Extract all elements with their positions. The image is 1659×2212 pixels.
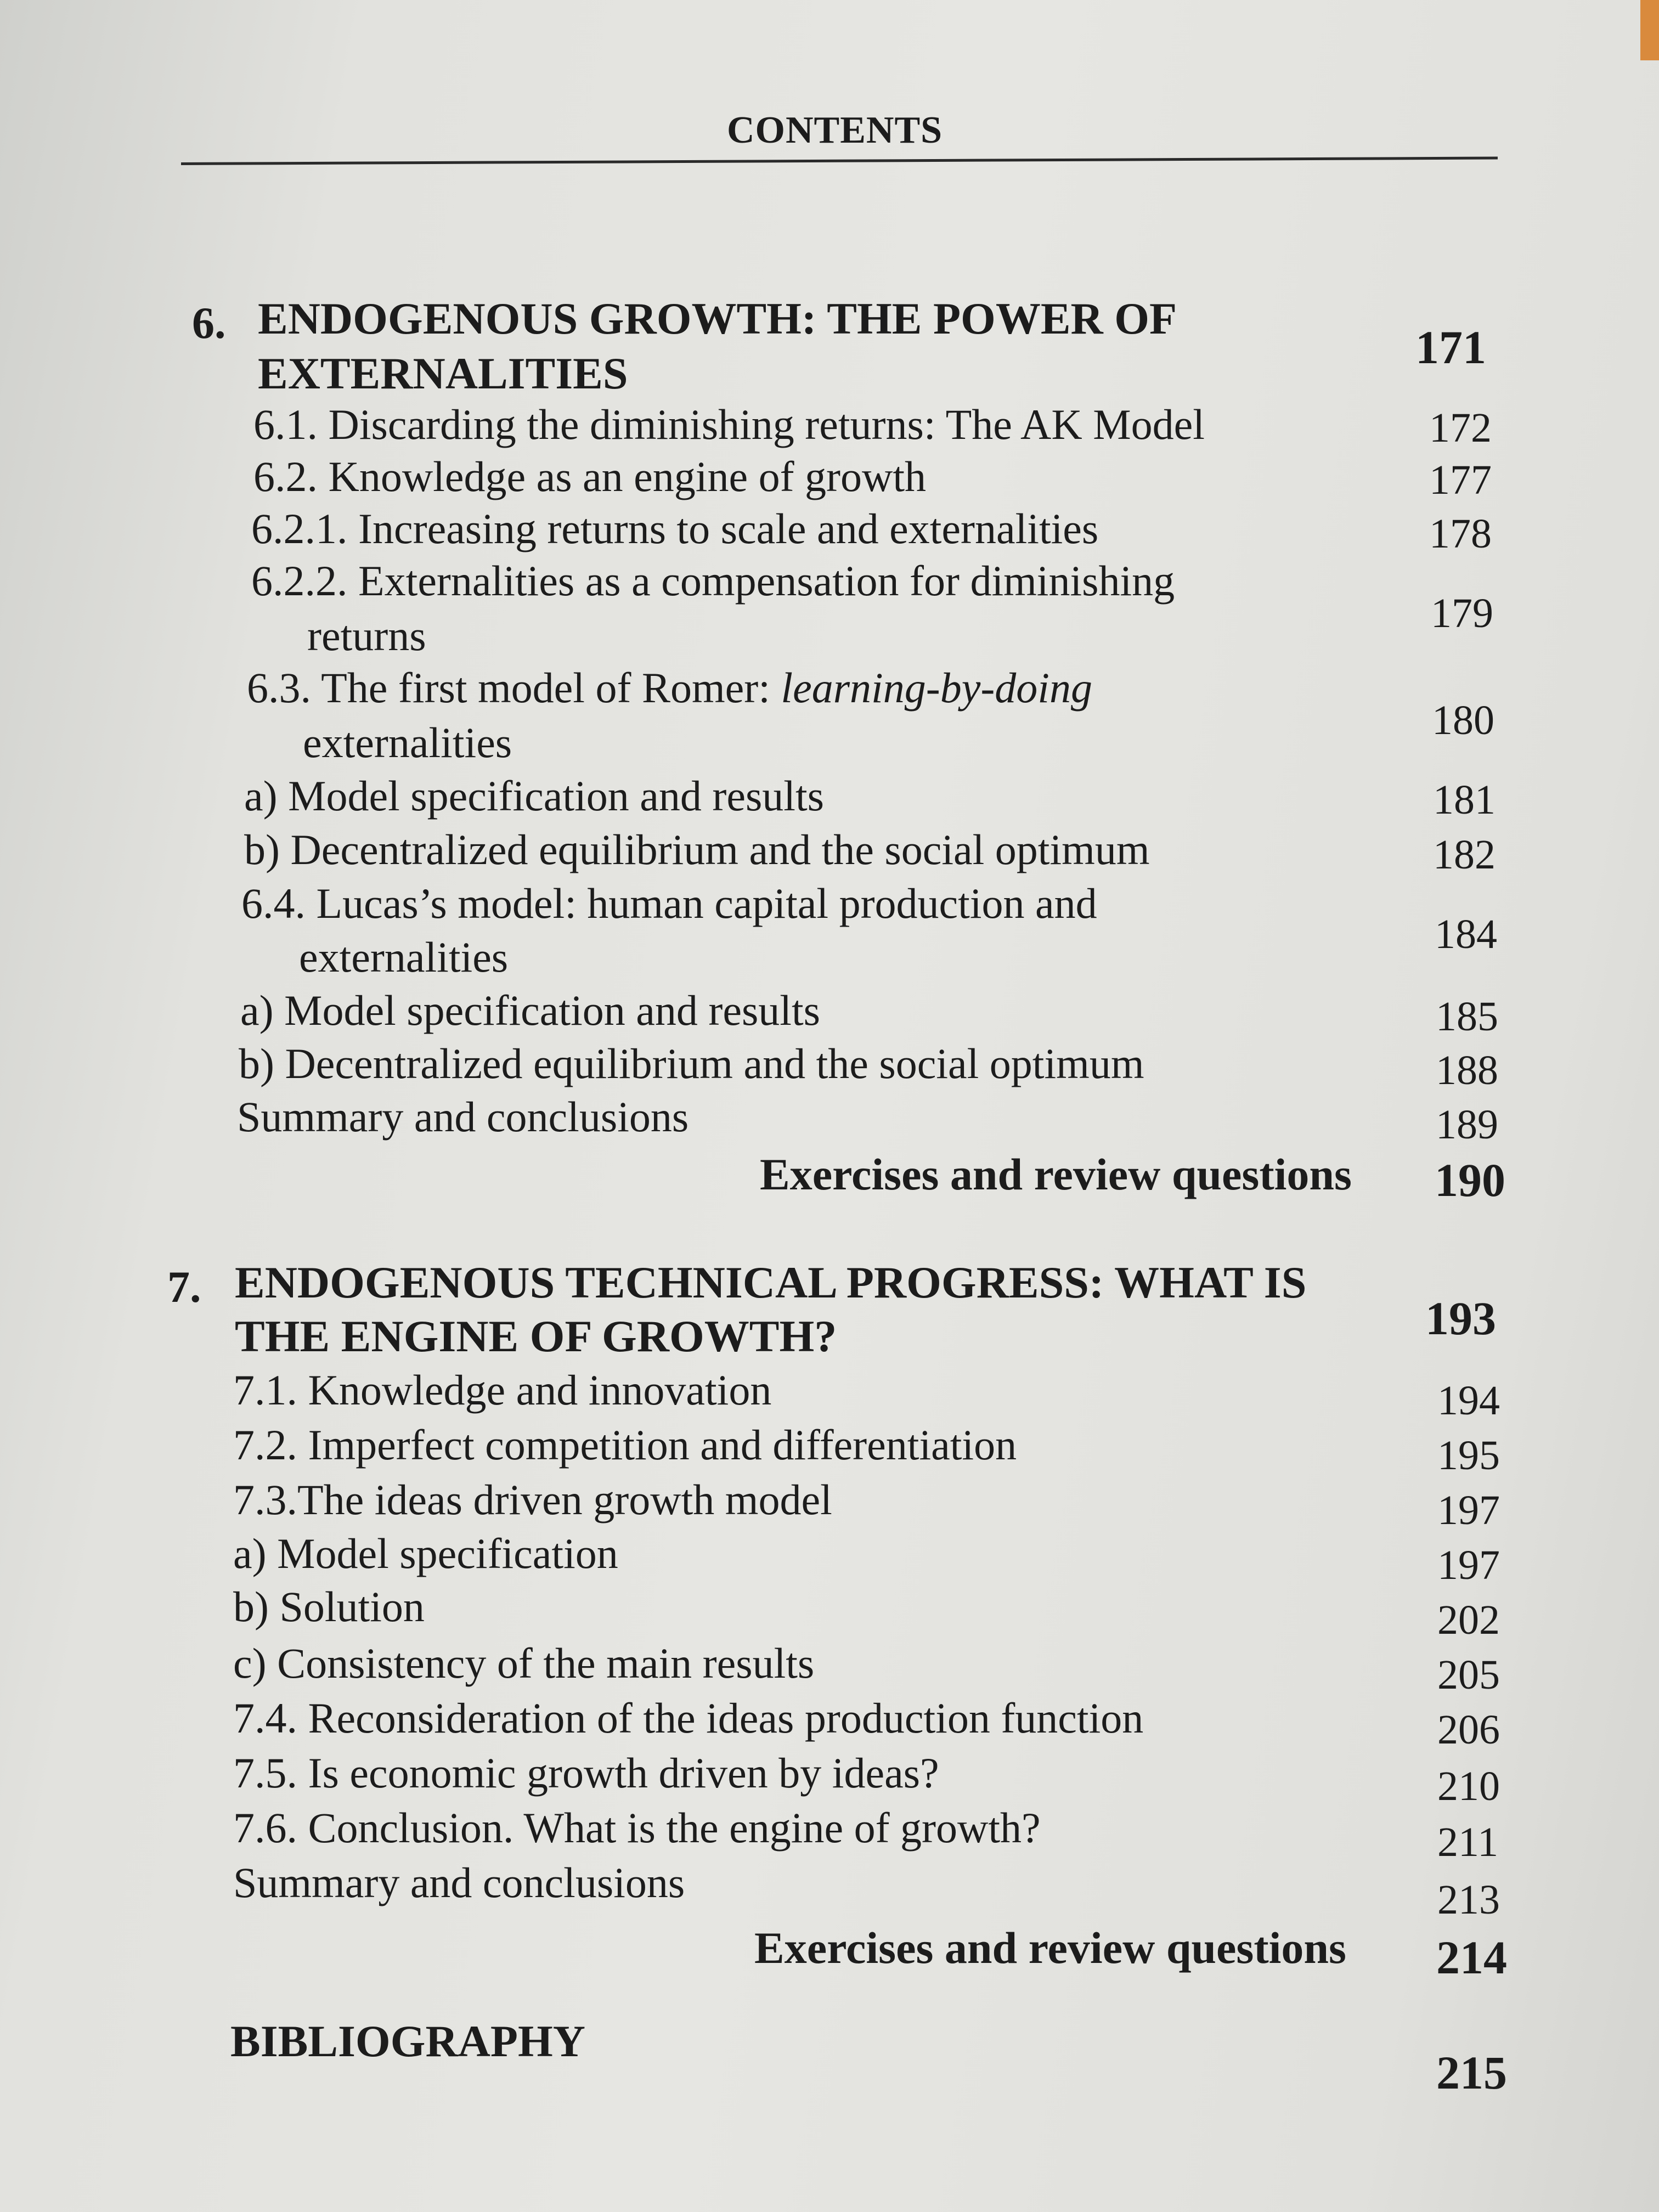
- toc-entry-7-3-a: a) Model specification: [233, 1530, 618, 1577]
- toc-page-6-3: 180: [1432, 697, 1494, 743]
- toc-entry-6-summary: Summary and conclusions: [237, 1093, 689, 1141]
- chapter-6-page: 171: [1415, 321, 1486, 374]
- toc-entry-6-3-italic: learning-by-doing: [781, 664, 1092, 712]
- toc-page-6-3-b: 182: [1433, 832, 1496, 878]
- toc-page-6-2-2: 179: [1431, 590, 1493, 636]
- chapter-7-title-line1: ENDOGENOUS TECHNICAL PROGRESS: WHAT IS: [235, 1257, 1307, 1307]
- toc-page-6-4: 184: [1435, 911, 1497, 957]
- toc-page-7-exercises: 214: [1436, 1931, 1507, 1984]
- toc-entry-6-2-2-cont: returns: [307, 612, 426, 659]
- toc-page-7-3-a: 197: [1437, 1542, 1500, 1588]
- chapter-6-number: 6.: [192, 298, 226, 348]
- toc-page-6-4-a: 185: [1436, 994, 1498, 1040]
- toc-page-7-2: 195: [1437, 1432, 1500, 1479]
- toc-entry-7-3-b: b) Solution: [233, 1583, 425, 1630]
- chapter-7-title-line2: THE ENGINE OF GROWTH?: [235, 1311, 837, 1361]
- toc-page-7-1: 194: [1437, 1378, 1500, 1424]
- toc-page-6-2-1: 178: [1429, 511, 1492, 557]
- page-header-title: CONTENTS: [727, 109, 943, 151]
- toc-page-6-1: 172: [1429, 405, 1492, 451]
- toc-page-6-2: 177: [1429, 457, 1492, 503]
- toc-entry-6-3-b: b) Decentralized equilibrium and the social optimum: [244, 826, 1150, 873]
- toc-page-7-5: 210: [1437, 1763, 1500, 1809]
- toc-entry-7-3: 7.3.The ideas driven growth model: [233, 1476, 832, 1523]
- toc-entry-7-2: 7.2. Imperfect competition and differentiation: [233, 1421, 1017, 1469]
- toc-entry-7-3-c: c) Consistency of the main results: [233, 1639, 815, 1687]
- toc-entry-7-5: 7.5. Is economic growth driven by ideas?: [233, 1749, 939, 1797]
- header-rule: [181, 157, 1498, 165]
- toc-page-7-3-b: 202: [1437, 1597, 1500, 1643]
- toc-entry-6-4-cont: externalities: [299, 933, 509, 981]
- toc-page-6-exercises: 190: [1435, 1154, 1505, 1206]
- toc-entry-6-2: 6.2. Knowledge as an engine of growth: [253, 453, 927, 500]
- toc-entry-6-3-a: a) Model specification and results: [244, 772, 824, 820]
- toc-entry-7-6: 7.6. Conclusion. What is the engine of growth?: [233, 1804, 1041, 1852]
- toc-entry-7-4: 7.4. Reconsideration of the ideas production function: [233, 1694, 1144, 1742]
- chapter-6-title-line2: EXTERNALITIES: [258, 348, 628, 398]
- bibliography-title: BIBLIOGRAPHY: [230, 2016, 585, 2066]
- toc-page-6-summary: 189: [1436, 1102, 1498, 1148]
- toc-page-7-summary: 213: [1437, 1877, 1500, 1923]
- chapter-7-number: 7.: [167, 1262, 201, 1312]
- toc-entry-7-exercises: Exercises and review questions: [754, 1923, 1346, 1973]
- toc-entry-6-2-2: 6.2.2. Externalities as a compensation for diminishing: [251, 557, 1175, 605]
- toc-entry-6-3-text: 6.3. The first model of Romer:: [247, 664, 781, 712]
- toc-page-6-3-a: 181: [1433, 777, 1496, 823]
- chapter-7-page: 193: [1425, 1292, 1496, 1345]
- toc-entry-6-3: [247, 664, 1092, 712]
- toc-page-7-3: 197: [1437, 1487, 1500, 1533]
- toc-entry-6-4-b: b) Decentralized equilibrium and the social optimum: [239, 1040, 1144, 1087]
- toc-entry-6-exercises: Exercises and review questions: [760, 1149, 1352, 1199]
- chapter-6-title-line1: ENDOGENOUS GROWTH: THE POWER OF: [258, 294, 1177, 343]
- toc-entry-6-1: 6.1. Discarding the diminishing returns: The AK Model: [253, 400, 1205, 448]
- toc-page-7-3-c: 205: [1437, 1652, 1500, 1698]
- toc-page-6-4-b: 188: [1436, 1047, 1498, 1093]
- toc-entry-6-4: 6.4. Lucas’s model: human capital production and: [241, 879, 1097, 927]
- toc-page-7-6: 211: [1437, 1819, 1499, 1865]
- toc-entry-7-1: 7.1. Knowledge and innovation: [233, 1366, 772, 1414]
- toc-entry-6-3-cont: externalities: [303, 719, 512, 766]
- toc-page-7-4: 206: [1437, 1707, 1500, 1753]
- background-edge: [1640, 0, 1659, 60]
- toc-entry-7-summary: Summary and conclusions: [233, 1859, 685, 1906]
- toc-entry-6-2-1: 6.2.1. Increasing returns to scale and externalities: [251, 505, 1099, 552]
- toc-entry-6-4-a: a) Model specification and results: [240, 986, 820, 1034]
- bibliography-page: 215: [1436, 2046, 1507, 2099]
